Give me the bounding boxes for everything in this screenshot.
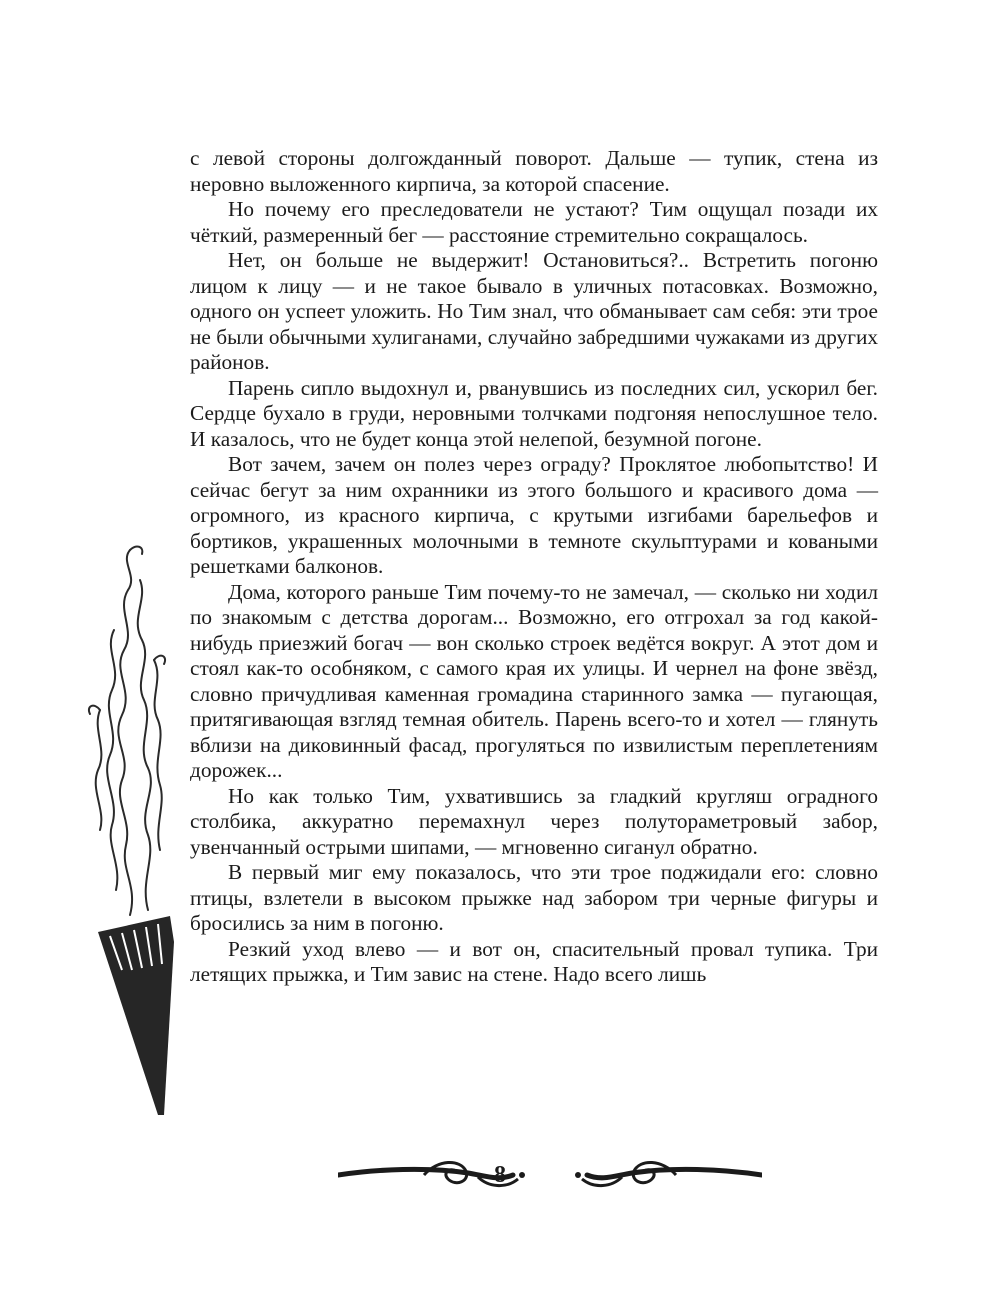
paragraph: Но как только Тим, ухватившись за гладкий кругляш оградного столбика, аккуратно перемахнул через полутораметровый забор, увенчанный острыми шипами, — мгновенно сиганул обратно. bbox=[190, 783, 878, 859]
umbrella-smoke-illustration bbox=[78, 540, 190, 1115]
paragraph: Парень сипло выдохнул и, рванувшись из последних сил, ускорил бег. Сердце бухало в груди, неровными толчками подгоняя непослушное тело. И казалось, что не будет конца этой нелепой, безумной погоне. bbox=[190, 375, 878, 451]
page-text bbox=[190, 146, 878, 988]
paragraph: Дома, которого раньше Тим почему-то не замечал, — сколько ни ходил по знакомым с детства дорогам... Возможно, его отгрохал за год какой-нибудь приезжий богач — вон сколько строек ведётся вокруг. А этот дом и стоял как-то особняком, с самого края их улицы. И чернел на фоне звёзд, словно причудливая каменная громадина старинного замка — пугающая, притягивающая взгляд темная обитель. Парень всего-то и хотел — глянуть вблизи на диковинный фасад, прогуляться по извилистым переплетениям дорожек... bbox=[190, 579, 878, 782]
paragraph: Вот зачем, зачем он полез через ограду? Проклятое любопытство! И сейчас бегут за ним охранники из этого большого и красивого дома — огромного, из красного кирпича, с крутыми изгибами барельефов и бортиков, украшенных молочными в темноте скульптурами и коваными решетками балконов. bbox=[190, 452, 878, 578]
paragraph: Но почему его преследователи не устают? Тим ощущал позади их чёткий, размеренный бег — расстояние стремительно сокращалось. bbox=[190, 197, 878, 247]
paragraph: В первый миг ему показалось, что эти трое поджидали его: словно птицы, взлетели в высоком прыжке над забором три черные фигуры и бросились за ним в погоню. bbox=[190, 860, 878, 935]
paragraph: Нет, он больше не выдержит! Остановиться?.. Встретить погоню лицом к лицу — и не такое бывало в уличных потасовках. Возможно, одного он успеет уложить. Но Тим знал, что обманывает сам себя: эти трое не были обычными хулиганами, случайно забредшими чужаками из других районов. bbox=[190, 248, 878, 374]
page-footer bbox=[0, 1145, 1000, 1205]
right-flourish-ornament bbox=[572, 1155, 762, 1195]
page-number: 8 bbox=[494, 1162, 506, 1188]
paragraph: Резкий уход влево — и вот он, спасительный провал тупика. Три летящих прыжка, и Тим завис на стене. Надо всего лишь bbox=[190, 936, 878, 986]
paragraph: с левой стороны долгожданный поворот. Дальше — тупик, стена из неровно выложенного кирпича, за которой спасение. bbox=[190, 146, 878, 196]
